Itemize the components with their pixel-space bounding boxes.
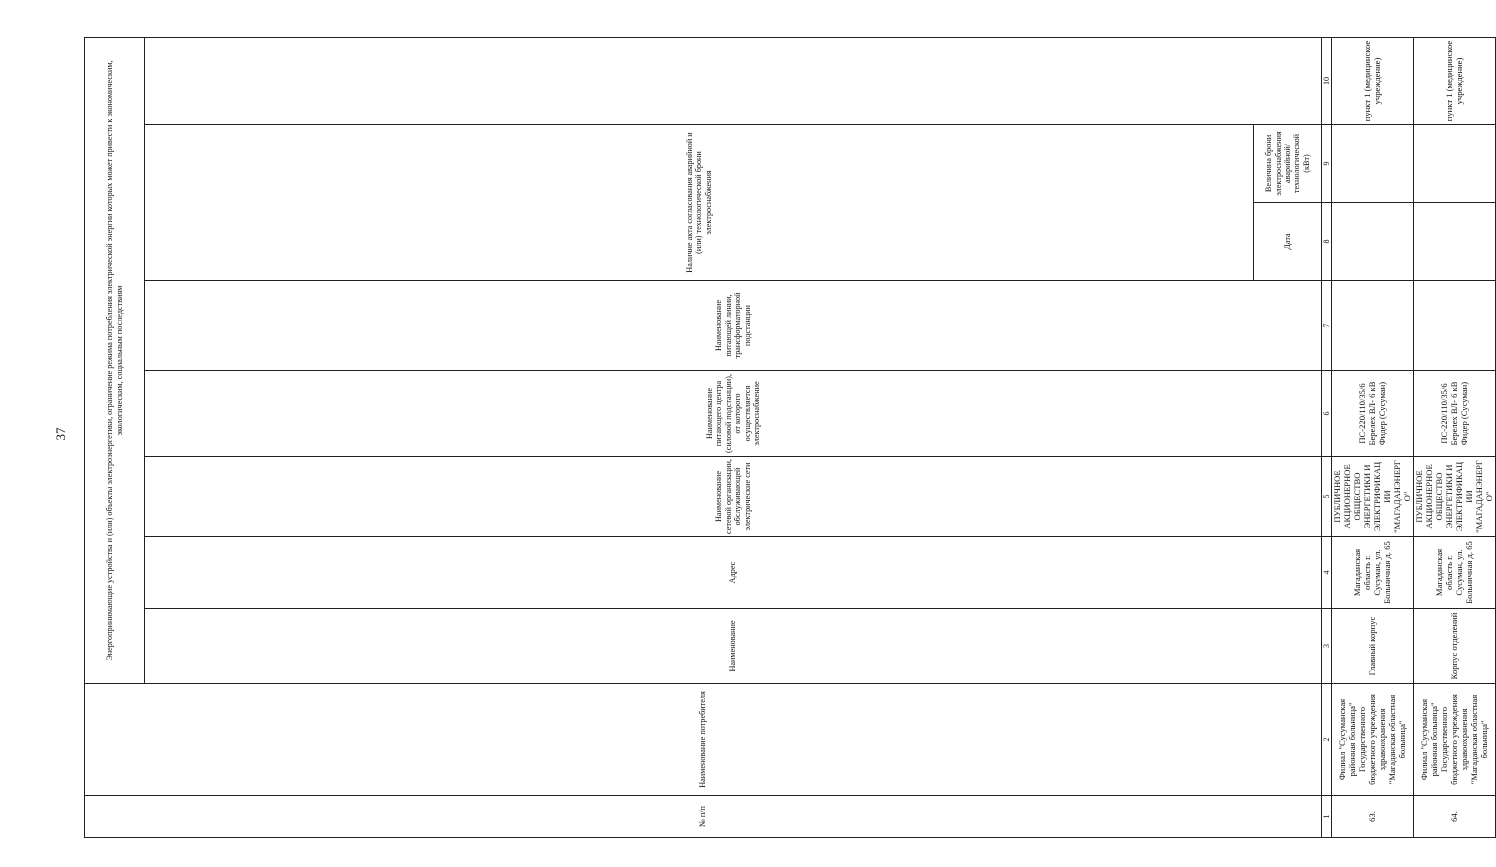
row-reserve xyxy=(1332,125,1414,203)
col-number: 2 xyxy=(1322,684,1332,796)
row-line xyxy=(1332,281,1414,371)
table-row xyxy=(1332,38,1414,838)
row-category: пункт 1 (медицинское учреждение) xyxy=(1332,38,1414,125)
col-number: 4 xyxy=(1322,537,1332,609)
row-num: 63. xyxy=(1332,796,1414,838)
row-network: ПУБЛИЧНОЕ АКЦИОНЕРНОЕ ОБЩЕСТВО ЭНЕРГЕТИКИ И ЭЛЕКТРИФИКАЦИИ "МАГАДАНЭНЕРГО" xyxy=(1332,457,1414,537)
row-center: ПС-220/110/35/6 Берелех ВЛ- 6 кВ Фидер (Сусуман) xyxy=(1332,371,1414,457)
rotated-table-wrapper xyxy=(84,38,1494,838)
col-number: 9 xyxy=(1322,125,1332,203)
header-address: Адрес xyxy=(145,537,1322,609)
header-name: Наименование xyxy=(145,609,1322,684)
header-consumer: Наименование потребителя xyxy=(85,684,1322,796)
row-name: Главный корпус xyxy=(1332,609,1414,684)
row-date xyxy=(1414,203,1496,281)
row-consumer: Филиал "Сусуманская районная больница" Государственного бюджетного учреждения здравоохранения "Магаданская областная больница" xyxy=(1414,684,1496,796)
header-line: Наименование питающей линии, трансформаторной подстанции xyxy=(145,281,1322,371)
header-num: № п/п xyxy=(85,796,1322,838)
row-line xyxy=(1414,281,1496,371)
col-number: 1 xyxy=(1322,796,1332,838)
row-date xyxy=(1332,203,1414,281)
col-number: 6 xyxy=(1322,371,1332,457)
header-network: Наименование сетевой организации, обслуживающей электрические сети xyxy=(145,457,1322,537)
row-reserve xyxy=(1414,125,1496,203)
header-date: Дата xyxy=(1254,203,1322,281)
row-center: ПС-220/110/35/6 Берелех ВЛ- 6 кВ Фидер (Сусуман) xyxy=(1414,371,1496,457)
consumers-table xyxy=(84,37,1496,838)
row-address: Магаданская область г. Сусуман, ул. Больничная д. 65 xyxy=(1332,537,1414,609)
header-center: Наименование питающего центра (силовой подстанции), от которого осуществляется электроснабжение xyxy=(145,371,1322,457)
row-category: пункт 1 (медицинское учреждение) xyxy=(1414,38,1496,125)
row-num: 64. xyxy=(1414,796,1496,838)
row-address: Магаданская область г. Сусуман, ул. Больничная д. 65 xyxy=(1414,537,1496,609)
col-number: 7 xyxy=(1322,281,1332,371)
row-consumer: Филиал "Сусуманская районная больница" Государственного бюджетного учреждения здравоохранения "Магаданская областная больница" xyxy=(1332,684,1414,796)
header-reserve: Величина брони электроснабжения аварийной/технологической (кВт) xyxy=(1254,125,1322,203)
row-name: Корпус отделений xyxy=(1414,609,1496,684)
page-number: 37 xyxy=(53,427,68,441)
col-number: 3 xyxy=(1322,609,1332,684)
row-network: ПУБЛИЧНОЕ АКЦИОНЕРНОЕ ОБЩЕСТВО ЭНЕРГЕТИКИ И ЭЛЕКТРИФИКАЦИИ "МАГАДАНЭНЕРГО" xyxy=(1414,457,1496,537)
header-act: Наличие акта согласования аварийной и (или) технологической брони электроснабжения xyxy=(145,125,1254,281)
col-number: 8 xyxy=(1322,203,1332,281)
header-group: Энергопринимающие устройства и (или) объекты электроэнергетики, ограничение режима потребления электрической энергии которых может привести к экономическим, экологическим, социальным последствиям xyxy=(85,38,145,684)
col-number: 5 xyxy=(1322,457,1332,537)
table-row xyxy=(1414,38,1496,838)
col-number: 10 xyxy=(1322,38,1332,125)
